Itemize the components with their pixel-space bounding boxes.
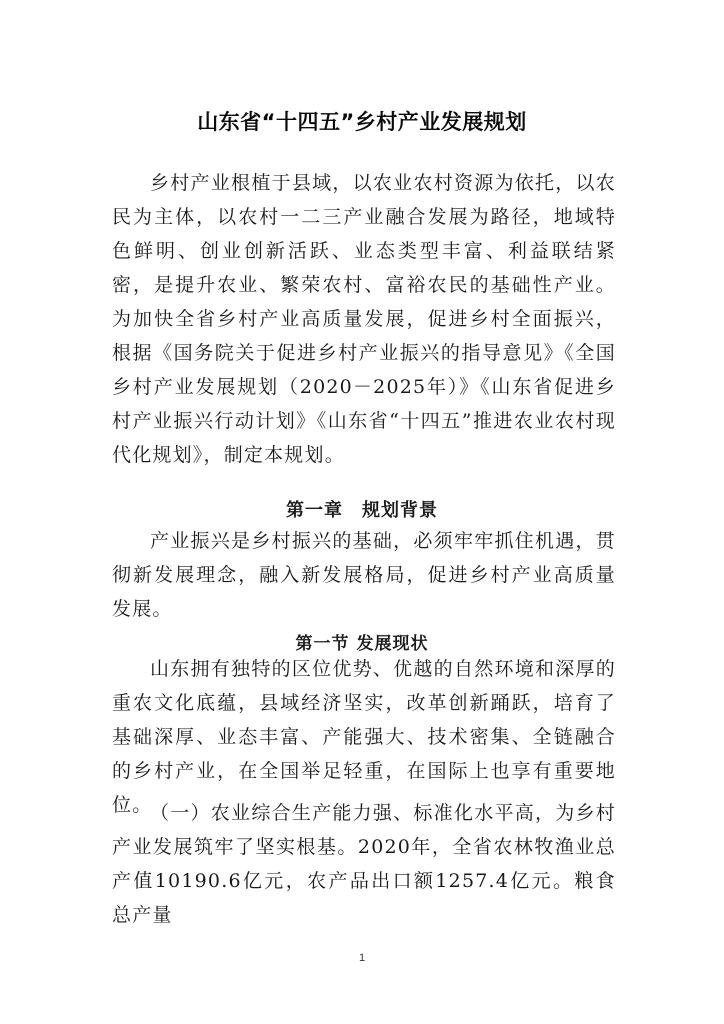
document-title: 山东省“十四五”乡村产业发展规划 [197, 110, 527, 135]
chapter-paragraph: 产业振兴是乡村振兴的基础，必须牢牢抓住机遇，贯彻新发展理念，融入新发展格局，促进乡村产业高质量发展。 [112, 530, 616, 620]
section-heading: 第一节 发展现状 [295, 634, 429, 654]
item-paragraph: （一）农业综合生产能力强、标准化水平高，为乡村产业发展筑牢了坚实根基。2020年，全省农林牧渔业总产值10190.6亿元，农产品出口额1257.4亿元。粮食总产量 [112, 802, 616, 926]
chapter-heading: 第一章 规划背景 [286, 499, 438, 521]
intro-paragraph: 乡村产业根植于县域，以农业农村资源为依托，以农民为主体，以农村一二三产业融合发展为路径，地域特色鲜明、创业创新活跃、业态类型丰富、利益联结紧密，是提升农业、繁荣农村、富裕农民的基础性产业。为加快全省乡村产业高质量发展，促进乡村全面振兴，根据《国务院关于促进乡村产业振兴的指导意见》《全国乡村产业发展规划（2020－2025年）》《山东省促进乡村产业振兴行动计划》《山东省“十四五”推进农业农村现代化规划》，制定本规划。 [112, 172, 616, 466]
page-number: 1 [358, 952, 366, 964]
section-paragraph: 山东拥有独特的区位优势、优越的自然环境和深厚的重农文化底蕴，县域经济坚实，改革创新踊跃，培育了基础深厚、业态丰富、产能强大、技术密集、全链融合的乡村产业，在全国举足轻重，在国际上也享有重要地位。 [112, 658, 616, 816]
